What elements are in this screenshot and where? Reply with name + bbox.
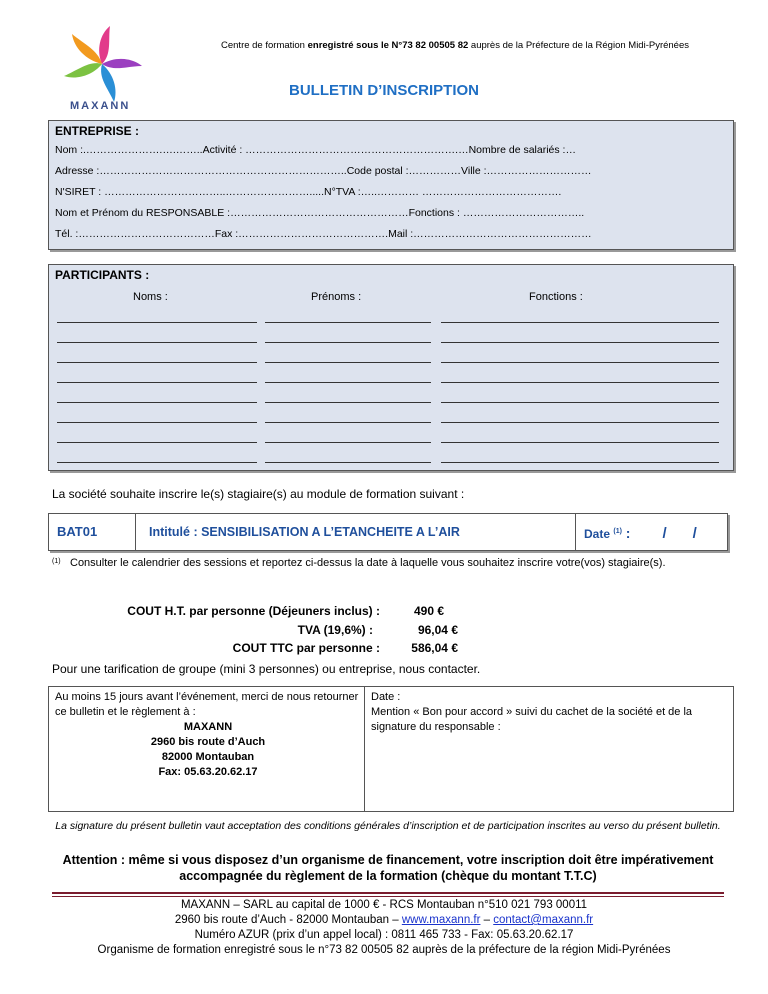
footer-address: 2960 bis route d’Auch - 82000 Montauban – www.maxann.fr – contact@maxann.fr: [174, 914, 594, 926]
participant-nom-line[interactable]: [57, 422, 257, 423]
approval-field[interactable]: Date : Mention « Bon pour accord » suivi du cachet de la société et de la signature du responsable :: [371, 691, 693, 733]
participant-prenom-line[interactable]: [265, 322, 431, 323]
cost-ttc-value: 586,04 €: [411, 641, 458, 655]
footer: [0, 898, 768, 958]
return-instructions: Au moins 15 jours avant l’événement, merci de nous retourner ce bulletin et le règlement à : MAXANN 2960 bis route d’Auch 82000 Montauban Fax: 05.63.20.62.17: [55, 690, 361, 780]
website-link[interactable]: www.maxann.fr: [401, 914, 481, 926]
footer-registration: Organisme de formation enregistré sous le n°73 82 00505 82 auprès de la préfecture de la région Midi-Pyrénées: [97, 944, 671, 956]
footer-phone: Numéro AZUR (prix d’un appel local) : 0811 465 733 - Fax: 05.63.20.62.17: [194, 929, 574, 941]
participant-nom-line[interactable]: [57, 342, 257, 343]
entreprise-field-nom[interactable]: Nom :.………………….….……..Activité : …………………………………………………….…Nombre de salariés :…: [55, 144, 576, 156]
return-address-box: [48, 686, 734, 812]
footer-rule: [52, 892, 724, 894]
address-fax: Fax: 05.63.20.62.17: [158, 766, 258, 778]
footer-company: MAXANN – SARL au capital de 1000 € - RCS Montauban n°510 021 793 00011: [180, 899, 588, 911]
participant-nom-line[interactable]: [57, 442, 257, 443]
participant-nom-line[interactable]: [57, 462, 257, 463]
participant-prenom-line[interactable]: [265, 382, 431, 383]
participant-fonction-line[interactable]: [441, 322, 719, 323]
column-noms: Noms :: [133, 291, 168, 303]
logo-wordmark: MAXANN: [70, 100, 131, 112]
cost-ttc-label: COUT TTC par personne :: [232, 641, 380, 655]
address-street: 2960 bis route d’Auch: [150, 736, 266, 748]
participant-fonction-line[interactable]: [441, 402, 719, 403]
module-box: [48, 513, 728, 551]
module-date-field[interactable]: Date $^{(1)}$ : / /: [584, 525, 697, 542]
participants-heading: PARTICIPANTS :: [55, 268, 150, 282]
participant-prenom-line[interactable]: [265, 422, 431, 423]
entreprise-field-siret[interactable]: N'SIRET : ……………………………..…………………….....N°TVA :…..………… ………………………………….: [55, 186, 562, 198]
module-divider: [135, 514, 136, 550]
entreprise-field-responsable[interactable]: Nom et Prénom du RESPONSABLE :……………………………………………Fonctions : ……………………………..: [55, 207, 585, 219]
address-city: 82000 Montauban: [161, 751, 255, 763]
module-divider: [575, 514, 576, 550]
cost-ht-value: 490 €: [413, 604, 444, 618]
participant-fonction-line[interactable]: [441, 422, 719, 423]
entreprise-field-adresse[interactable]: Adresse :……………………………………………………………..Code postal :……………Ville :…………………………: [55, 165, 592, 177]
entreprise-heading: ENTREPRISE :: [55, 124, 140, 138]
footer-rule: [52, 896, 724, 897]
column-prenoms: Prénoms :: [311, 291, 362, 303]
participant-nom-line[interactable]: [57, 322, 257, 323]
footnote: (1) Consulter le calendrier des sessions et reportez ci-dessus la date à laquelle vous souhaitez inscrire votre(vos) stagiaire(s).: [52, 557, 666, 569]
module-code: BAT01: [57, 524, 98, 539]
column-fonctions: Fonctions :: [529, 291, 583, 303]
participant-fonction-line[interactable]: [441, 362, 719, 363]
participant-nom-line[interactable]: [57, 402, 257, 403]
participant-prenom-line[interactable]: [265, 402, 431, 403]
page-title: BULLETIN D’INSCRIPTION: [289, 82, 479, 99]
participant-fonction-line[interactable]: [441, 442, 719, 443]
participant-prenom-line[interactable]: [265, 462, 431, 463]
participant-nom-line[interactable]: [57, 382, 257, 383]
entreprise-field-contact[interactable]: Tél. :…………………………………Fax :…………………………………….Mail :……………………………………………: [55, 228, 592, 240]
module-title: Intitulé : SENSIBILISATION A L’ETANCHEITE A L’AIR: [149, 525, 460, 539]
header-registration: Centre de formation enregistré sous le N°73 82 00505 82 auprès de la Préfecture de la Région Midi-Pyrénées: [221, 40, 689, 51]
tva-value: 96,04 €: [417, 623, 458, 637]
email-link[interactable]: contact@maxann.fr: [493, 914, 594, 926]
participant-fonction-line[interactable]: [441, 382, 719, 383]
module-intro: La société souhaite inscrire le(s) stagiaire(s) au module de formation suivant :: [52, 487, 465, 501]
participant-fonction-line[interactable]: [441, 462, 719, 463]
signature-note: La signature du présent bulletin vaut acceptation des conditions générales d’inscription et de participation inscrites au verso du présent bulletin.: [55, 820, 721, 832]
attention-notice: Attention : même si vous disposez d’un organisme de financement, votre inscription doit être impérativement accompagnée du règlement de la formation (chèque du montant T.T.C): [62, 853, 714, 883]
box-divider: [364, 687, 365, 811]
participant-fonction-line[interactable]: [441, 342, 719, 343]
participant-prenom-line[interactable]: [265, 442, 431, 443]
entreprise-section: [48, 120, 734, 250]
group-pricing-note: Pour une tarification de groupe (mini 3 personnes) ou entreprise, nous contacter.: [52, 662, 481, 676]
participants-section: [48, 264, 734, 471]
address-name: MAXANN: [183, 721, 233, 733]
participant-prenom-line[interactable]: [265, 362, 431, 363]
participant-nom-line[interactable]: [57, 362, 257, 363]
participant-prenom-line[interactable]: [265, 342, 431, 343]
cost-ht-label: COUT H.T. par personne (Déjeuners inclus) :: [127, 604, 380, 618]
tva-label: TVA (19,6%) :: [297, 623, 373, 637]
